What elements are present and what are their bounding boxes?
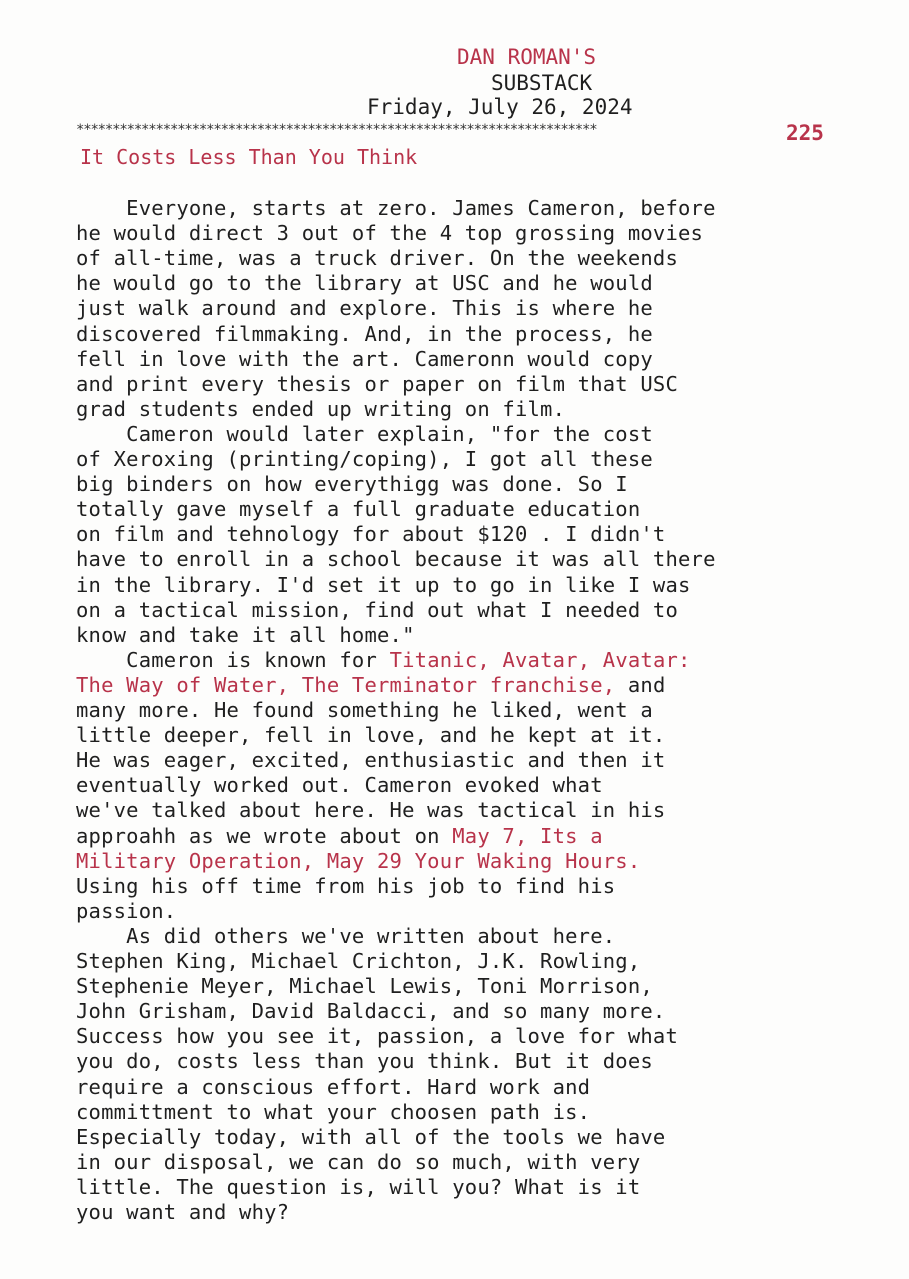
typed-text: Stephen King, Michael Crichton, J.K. Rowling, bbox=[76, 949, 641, 973]
typed-text: have to enroll in a school because it was all there bbox=[76, 547, 716, 571]
typed-text: many more. He found something he liked, went a bbox=[76, 698, 653, 722]
body-line bbox=[76, 974, 653, 998]
body-line bbox=[76, 1125, 665, 1149]
body-line bbox=[76, 1200, 289, 1224]
typed-text: little. The question is, will you? What is it bbox=[76, 1175, 641, 1199]
body-line bbox=[76, 422, 653, 446]
body-line bbox=[76, 924, 615, 948]
typed-text: He was eager, excited, enthusiastic and then it bbox=[76, 748, 666, 772]
body-line bbox=[76, 296, 653, 320]
typed-text: Cameron would later explain, "for the cost bbox=[76, 422, 653, 446]
typed-text: he would go to the library at USC and he would bbox=[76, 271, 653, 295]
typed-text: know and take it all home." bbox=[76, 623, 415, 647]
typed-text: he would direct 3 out of the 4 top grossing movies bbox=[76, 221, 704, 245]
body-line bbox=[76, 447, 653, 471]
typed-text: Everyone, starts at zero. James Cameron, before bbox=[76, 196, 716, 220]
asterisk-divider: ************************************************************************ bbox=[76, 122, 597, 138]
typed-text: Especially today, with all of the tools we have bbox=[76, 1125, 666, 1149]
body-line bbox=[76, 598, 678, 622]
typed-text: Success how you see it, passion, a love for what bbox=[76, 1024, 679, 1048]
body-line bbox=[76, 347, 653, 371]
header-author: DAN ROMAN'S bbox=[457, 45, 597, 69]
header-publication: SUBSTACK bbox=[491, 71, 593, 95]
body-line bbox=[76, 1150, 640, 1174]
body-line bbox=[76, 824, 603, 848]
typed-text: approahh as we wrote about on bbox=[76, 824, 453, 848]
typed-text: grad students ended up writing on film. bbox=[76, 397, 566, 421]
body-line bbox=[76, 1175, 640, 1199]
typed-text: Cameron is known for bbox=[76, 648, 390, 672]
body-line bbox=[76, 322, 653, 346]
body-line bbox=[76, 773, 603, 797]
header-date: Friday, July 26, 2024 bbox=[367, 95, 633, 119]
typed-text: just walk around and explore. This is where he bbox=[76, 296, 653, 320]
typed-text: John Grisham, David Baldacci, and so many more. bbox=[76, 999, 666, 1023]
body-line bbox=[76, 723, 665, 747]
body-line bbox=[76, 547, 716, 571]
body-line bbox=[76, 1049, 653, 1073]
body-line bbox=[76, 271, 653, 295]
body-line bbox=[76, 522, 665, 546]
typed-text: Stephenie Meyer, Michael Lewis, Toni Morrison, bbox=[76, 974, 653, 998]
body-line bbox=[76, 899, 176, 923]
typed-text: totally gave myself a full graduate education bbox=[76, 497, 641, 521]
body-line bbox=[76, 698, 653, 722]
typed-text: and print every thesis or paper on film that USC bbox=[76, 372, 679, 396]
issue-number: 225 bbox=[786, 121, 824, 145]
article-title: It Costs Less Than You Think bbox=[80, 145, 418, 169]
typed-text: on film and tehnology for about $120 . I didn't bbox=[76, 522, 666, 546]
red-typed-text: Titanic, Avatar, Avatar: bbox=[389, 648, 691, 672]
body-line bbox=[76, 648, 691, 672]
red-typed-text: Military Operation, May 29 Your Waking Hours. bbox=[76, 849, 641, 873]
typed-text: you do, costs less than you think. But it does bbox=[76, 1049, 653, 1073]
typed-text: fell in love with the art. Cameronn would copy bbox=[76, 347, 653, 371]
body-line bbox=[76, 673, 665, 697]
typed-text: little deeper, fell in love, and he kept at it. bbox=[76, 723, 666, 747]
body-line bbox=[76, 372, 678, 396]
body-line bbox=[76, 472, 628, 496]
typed-text: discovered filmmaking. And, in the process, he bbox=[76, 322, 653, 346]
body-line bbox=[76, 1024, 678, 1048]
body-line bbox=[76, 849, 640, 873]
body-line bbox=[76, 1100, 590, 1124]
typed-text: on a tactical mission, find out what I needed to bbox=[76, 598, 679, 622]
body-line bbox=[76, 1075, 590, 1099]
typed-text: we've talked about here. He was tactical in his bbox=[76, 798, 666, 822]
typed-text: As did others we've written about here. bbox=[76, 924, 616, 948]
body-line bbox=[76, 623, 415, 647]
typed-text: big binders on how everythigg was done. So I bbox=[76, 472, 628, 496]
body-line bbox=[76, 573, 691, 597]
body-line bbox=[76, 748, 665, 772]
typed-text: eventually worked out. Cameron evoked what bbox=[76, 773, 603, 797]
typed-text: Using his off time from his job to find his bbox=[76, 874, 616, 898]
typed-text: in our disposal, we can do so much, with very bbox=[76, 1150, 641, 1174]
typed-text: and bbox=[615, 673, 666, 697]
red-typed-text: The Way of Water, The Terminator franchise, bbox=[76, 673, 616, 697]
body-line bbox=[76, 196, 716, 220]
body-line bbox=[76, 397, 565, 421]
typed-text: require a conscious effort. Hard work and bbox=[76, 1075, 591, 1099]
body-line bbox=[76, 874, 615, 898]
body-line bbox=[76, 221, 703, 245]
red-typed-text: May 7, Its a bbox=[452, 824, 603, 848]
typed-text: you want and why? bbox=[76, 1200, 290, 1224]
body-line bbox=[76, 798, 665, 822]
body-line bbox=[76, 949, 640, 973]
typed-text: of Xeroxing (printing/coping), I got all these bbox=[76, 447, 653, 471]
typed-text: committment to what your choosen path is. bbox=[76, 1100, 591, 1124]
body-line bbox=[76, 999, 665, 1023]
typed-text: in the library. I'd set it up to go in like I was bbox=[76, 573, 691, 597]
body-line bbox=[76, 497, 640, 521]
typed-text: of all-time, was a truck driver. On the weekends bbox=[76, 246, 679, 270]
body-line bbox=[76, 246, 678, 270]
typed-text: passion. bbox=[76, 899, 177, 923]
